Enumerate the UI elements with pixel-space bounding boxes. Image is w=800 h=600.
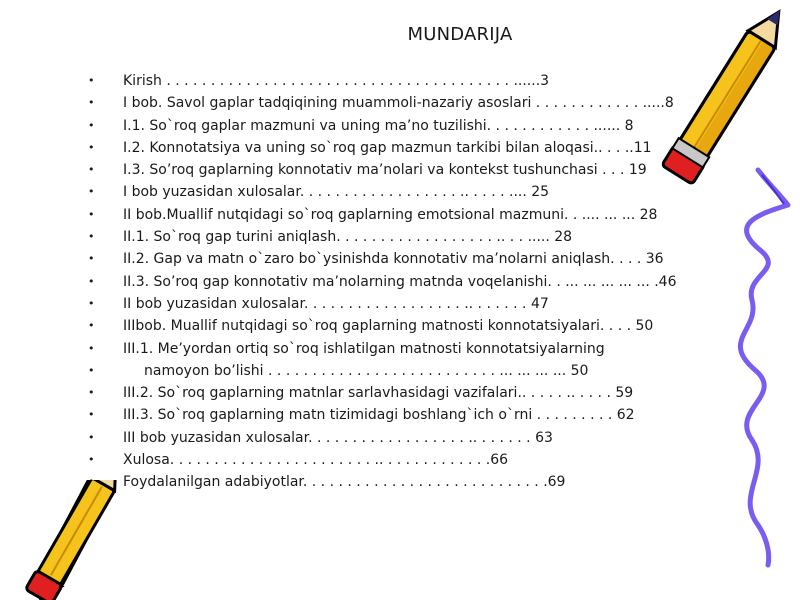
toc-item: [88, 293, 738, 315]
toc-item: [88, 181, 738, 203]
toc-item: [88, 360, 738, 382]
bullet-icon: •: [88, 252, 95, 266]
toc-item-text: Kirish . . . . . . . . . . . . . . . . . . . . . . . . . . . . . . . . . . . . . . . ......3: [123, 73, 550, 89]
bullet-icon: •: [88, 274, 95, 288]
table-of-contents: [88, 70, 738, 494]
page-title: MUNDARIJA: [407, 24, 513, 45]
bullet-icon: •: [88, 96, 95, 110]
pencil-scribble-clipart: [660, 0, 800, 580]
bullet-icon: •: [88, 430, 95, 444]
toc-item-text: III bob yuzasidan xulosalar. . . . . . . . . . . . . . . . . . .. . . . . . . 63: [123, 429, 553, 446]
bullet-icon: •: [88, 230, 95, 244]
toc-item-text: I.2. Konnotatsiya va uning so`roq gap mazmun tarkibi bilan aloqasi.. . . ..11: [123, 139, 652, 156]
bullet-icon: •: [88, 185, 95, 199]
toc-item: [88, 271, 738, 293]
toc-item: [88, 92, 738, 114]
toc-item: [88, 404, 738, 426]
bullet-icon: •: [88, 296, 95, 310]
toc-item: [88, 449, 738, 471]
toc-item-text: Xulosa. . . . . . . . . . . . . . . . . . . . . . . .. . . . . . . . . . . . .66: [123, 452, 509, 469]
bullet-icon: •: [88, 163, 95, 177]
toc-item-text: II.3. So’roq gap konnotativ ma’nolarning matnda voqelanishi. . ... ... ... ... ... .46: [123, 273, 677, 290]
bullet-icon: •: [88, 408, 95, 422]
toc-item-text: namoyon bo’lishi . . . . . . . . . . . . . . . . . . . . . . . . . . ... ... ... ... 50: [144, 362, 589, 379]
bullet-icon: •: [88, 363, 95, 377]
bullet-icon: •: [88, 207, 95, 221]
toc-item: [88, 204, 738, 226]
toc-item-text: I bob yuzasidan xulosalar. . . . . . . . . . . . . . . . . . .. . . . . .... 25: [123, 184, 550, 201]
toc-item: [88, 248, 738, 270]
bullet-icon: •: [88, 118, 95, 132]
toc-item: [88, 382, 738, 404]
toc-item-text: II bob yuzasidan xulosalar. . . . . . . . . . . . . . . . . . .. . . . . . . 47: [123, 295, 549, 312]
toc-item: [88, 338, 738, 360]
toc-item-text: III.3. So`roq gaplarning matn tizimidagi boshlang`ich o`rni . . . . . . . . . 62: [123, 407, 635, 424]
toc-item-text: III.1. Me’yordan ortiq so`roq ishlatilgan matnosti konnotatsiyalarning: [123, 340, 605, 357]
crossed-pencils-clipart: [0, 480, 170, 600]
bullet-icon: •: [88, 341, 95, 355]
toc-item: [88, 226, 738, 248]
toc-item: [88, 315, 738, 337]
bullet-icon: •: [88, 74, 95, 87]
bullet-icon: •: [88, 386, 95, 400]
bullet-icon: •: [88, 319, 95, 333]
toc-item: [88, 159, 738, 181]
toc-item-text: Foydalanilgan adabiyotlar. . . . . . . . . . . . . . . . . . . . . . . . . . . .69: [123, 474, 566, 491]
toc-item-text: I bob. Savol gaplar tadqiqining muammoli-nazariy asoslari . . . . . . . . . . . . .....8: [123, 95, 674, 112]
toc-item: [88, 137, 738, 159]
toc-item-text: II bob.Muallif nutqidagi so`roq gaplarning emotsional mazmuni. . .... ... ... 28: [123, 206, 658, 223]
scribble-line: [740, 170, 788, 565]
toc-item: [88, 471, 738, 493]
toc-item-text: I.3. So’roq gaplarning konnotativ ma’nolari va kontekst tushunchasi . . . 19: [123, 162, 647, 179]
toc-item-text: IIIbob. Muallif nutqidagi so`roq gaplarning matnosti konnotatsiyalari. . . . 50: [123, 318, 654, 335]
toc-item-text: III.2. So`roq gaplarning matnlar sarlavhasidagi vazifalari.. . . . . .. . . . . 59: [123, 385, 634, 402]
toc-item: [88, 115, 738, 137]
toc-item-text: I.1. So`roq gaplar mazmuni va uning ma’no tuzilishi. . . . . . . . . . . . ...... 8: [123, 117, 634, 134]
toc-item: [88, 70, 738, 92]
toc-item: [88, 427, 738, 449]
toc-item-text: II.2. Gap va matn o`zaro bo`ysinishda konnotativ ma’nolarni aniqlash. . . . 36: [123, 251, 664, 268]
bullet-icon: •: [88, 453, 95, 467]
toc-item-text: II.1. So`roq gap turini aniqlash. . . . . . . . . . . . . . . . . . .. . . ..... 28: [123, 229, 573, 246]
bullet-icon: •: [88, 140, 95, 154]
